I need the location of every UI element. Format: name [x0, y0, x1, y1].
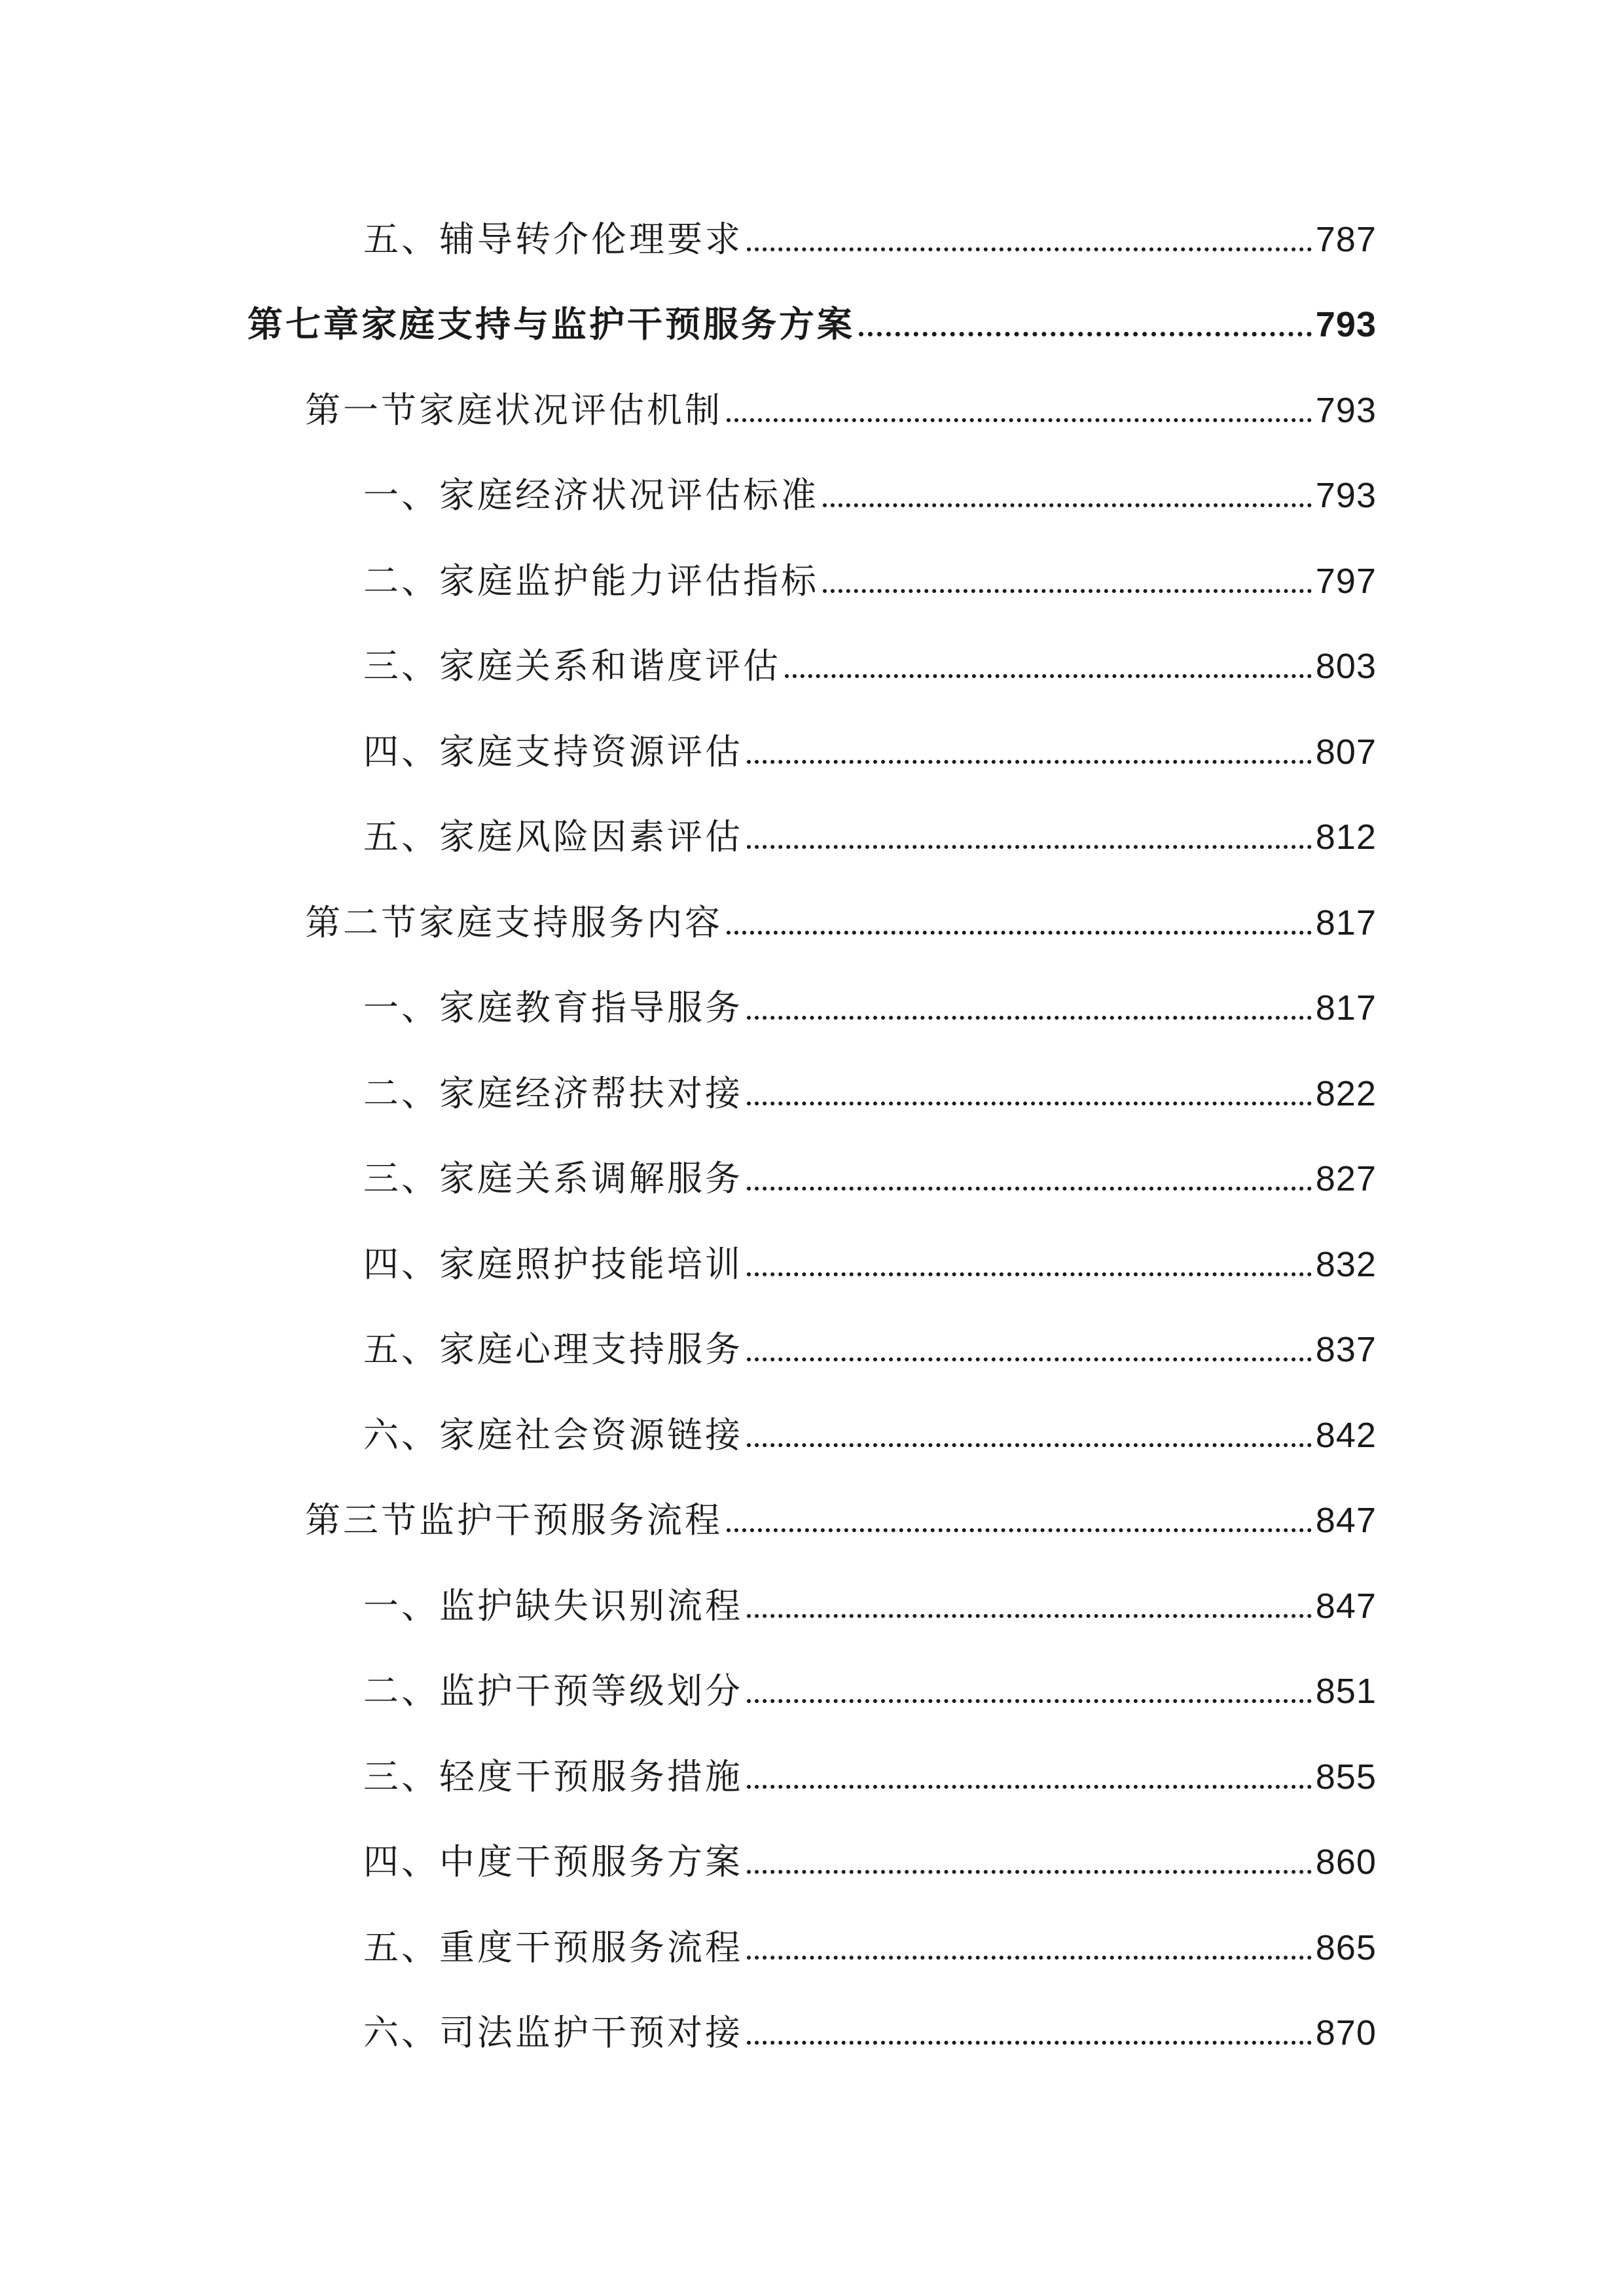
toc-entry-page: 855	[1315, 1757, 1377, 1797]
toc-dot-leader	[747, 247, 1312, 251]
toc-entry-section[interactable]	[363, 1067, 1377, 1120]
toc-dot-leader	[747, 2041, 1312, 2045]
toc-entry-title: 一、家庭教育指导服务	[363, 987, 743, 1028]
toc-entry-section[interactable]	[363, 982, 1377, 1034]
toc-entry-title: 三、家庭关系和谐度评估	[363, 645, 781, 687]
toc-entry-page: 860	[1315, 1842, 1377, 1882]
toc-entry-page: 812	[1315, 817, 1377, 857]
toc-entry-title: 三、家庭关系调解服务	[363, 1158, 743, 1199]
toc-entry-page: 870	[1315, 2013, 1377, 2053]
toc-dot-leader	[823, 503, 1312, 507]
toc-dot-leader	[747, 760, 1312, 764]
toc-entry-page: 803	[1315, 647, 1377, 686]
toc-entry-page: 832	[1315, 1245, 1377, 1284]
toc-dot-leader	[747, 1187, 1312, 1191]
toc-entry-section[interactable]	[363, 1323, 1377, 1376]
toc-entry-section[interactable]	[363, 1409, 1377, 1462]
toc-entry-page: 827	[1315, 1159, 1377, 1198]
toc-entry-title: 四、家庭照护技能培训	[363, 1244, 743, 1285]
toc-entry-title: 五、重度干预服务流程	[363, 1927, 743, 1968]
toc-entry-page: 787	[1315, 220, 1377, 259]
toc-entry-section[interactable]	[363, 555, 1377, 607]
toc-entry-section[interactable]	[363, 1665, 1377, 1717]
toc-dot-leader	[823, 589, 1312, 593]
toc-entry-chapter[interactable]	[247, 298, 1377, 351]
toc-entry-page: 793	[1315, 391, 1377, 430]
toc-entry-page: 793	[1315, 305, 1377, 344]
toc-entry-page: 822	[1315, 1074, 1377, 1113]
toc-dot-leader	[747, 1785, 1312, 1789]
toc-dot-leader	[747, 1016, 1312, 1020]
toc-dot-leader	[727, 931, 1312, 935]
toc-dot-leader	[747, 1614, 1312, 1618]
toc-entry-section[interactable]	[363, 726, 1377, 778]
toc-entry-title: 第一节家庭状况评估机制	[305, 389, 723, 431]
toc-entry-title: 二、监护干预等级划分	[363, 1670, 743, 1712]
toc-entry-section[interactable]	[363, 1751, 1377, 1803]
toc-entry-page: 793	[1315, 476, 1377, 515]
toc-entry-page: 837	[1315, 1330, 1377, 1369]
toc-entry-page: 807	[1315, 732, 1377, 772]
toc-entry-page: 817	[1315, 903, 1377, 942]
toc-dot-leader	[727, 1528, 1312, 1532]
toc-entry-title: 三、轻度干预服务措施	[363, 1756, 743, 1797]
toc-entry-title: 五、辅导转介伦理要求	[363, 219, 743, 260]
toc-entry-subchapter[interactable]	[305, 1494, 1377, 1547]
toc-entry-section[interactable]	[363, 1580, 1377, 1632]
toc-entry-page: 847	[1315, 1587, 1377, 1626]
toc-entry-title: 六、家庭社会资源链接	[363, 1414, 743, 1456]
toc-dot-leader	[747, 1956, 1312, 1960]
toc-entry-section[interactable]	[363, 811, 1377, 863]
toc-dot-leader	[747, 1699, 1312, 1703]
toc-entry-title: 第二节家庭支持服务内容	[305, 902, 723, 943]
toc-entry-section[interactable]	[363, 2007, 1377, 2059]
toc-dot-leader	[727, 418, 1312, 422]
toc-entry-title: 五、家庭风险因素评估	[363, 816, 743, 857]
toc-entry-title: 四、中度干预服务方案	[363, 1841, 743, 1882]
toc-entry-title: 第三节监护干预服务流程	[305, 1499, 723, 1541]
toc-entry-page: 842	[1315, 1416, 1377, 1455]
toc-dot-leader	[747, 1870, 1312, 1874]
toc-entry-section[interactable]	[363, 213, 1377, 266]
toc-dot-leader	[747, 1357, 1312, 1361]
toc-entry-section[interactable]	[363, 1153, 1377, 1205]
toc-dot-leader	[747, 845, 1312, 849]
toc-entry-section[interactable]	[363, 640, 1377, 692]
toc-dot-leader	[747, 1443, 1312, 1447]
toc-entry-title: 一、家庭经济状况评估标准	[363, 475, 819, 516]
toc-dot-leader	[747, 1102, 1312, 1105]
toc-dot-leader	[747, 1272, 1312, 1276]
toc-entry-title: 二、家庭经济帮扶对接	[363, 1073, 743, 1114]
toc-entry-page: 847	[1315, 1501, 1377, 1540]
toc-entry-title: 五、家庭心理支持服务	[363, 1329, 743, 1370]
toc-entry-page: 817	[1315, 988, 1377, 1028]
toc-dot-leader	[785, 674, 1312, 678]
toc-entry-title: 四、家庭支持资源评估	[363, 731, 743, 772]
toc-entry-title: 六、司法监护干预对接	[363, 2012, 743, 2053]
toc-entry-page: 851	[1315, 1672, 1377, 1711]
toc-entry-title: 一、监护缺失识别流程	[363, 1585, 743, 1626]
toc-entry-title: 二、家庭监护能力评估指标	[363, 560, 819, 601]
toc-entry-page: 797	[1315, 562, 1377, 601]
toc-entry-subchapter[interactable]	[305, 897, 1377, 949]
toc-dot-leader	[859, 332, 1312, 336]
toc-entry-section[interactable]	[363, 1238, 1377, 1291]
toc-entry-title: 第七章家庭支持与监护干预服务方案	[247, 304, 855, 345]
toc-entry-section[interactable]	[363, 1836, 1377, 1888]
toc-entry-page: 865	[1315, 1928, 1377, 1967]
toc-entry-section[interactable]	[363, 469, 1377, 522]
toc-entry-section[interactable]	[363, 1922, 1377, 1974]
toc-entry-subchapter[interactable]	[305, 384, 1377, 437]
